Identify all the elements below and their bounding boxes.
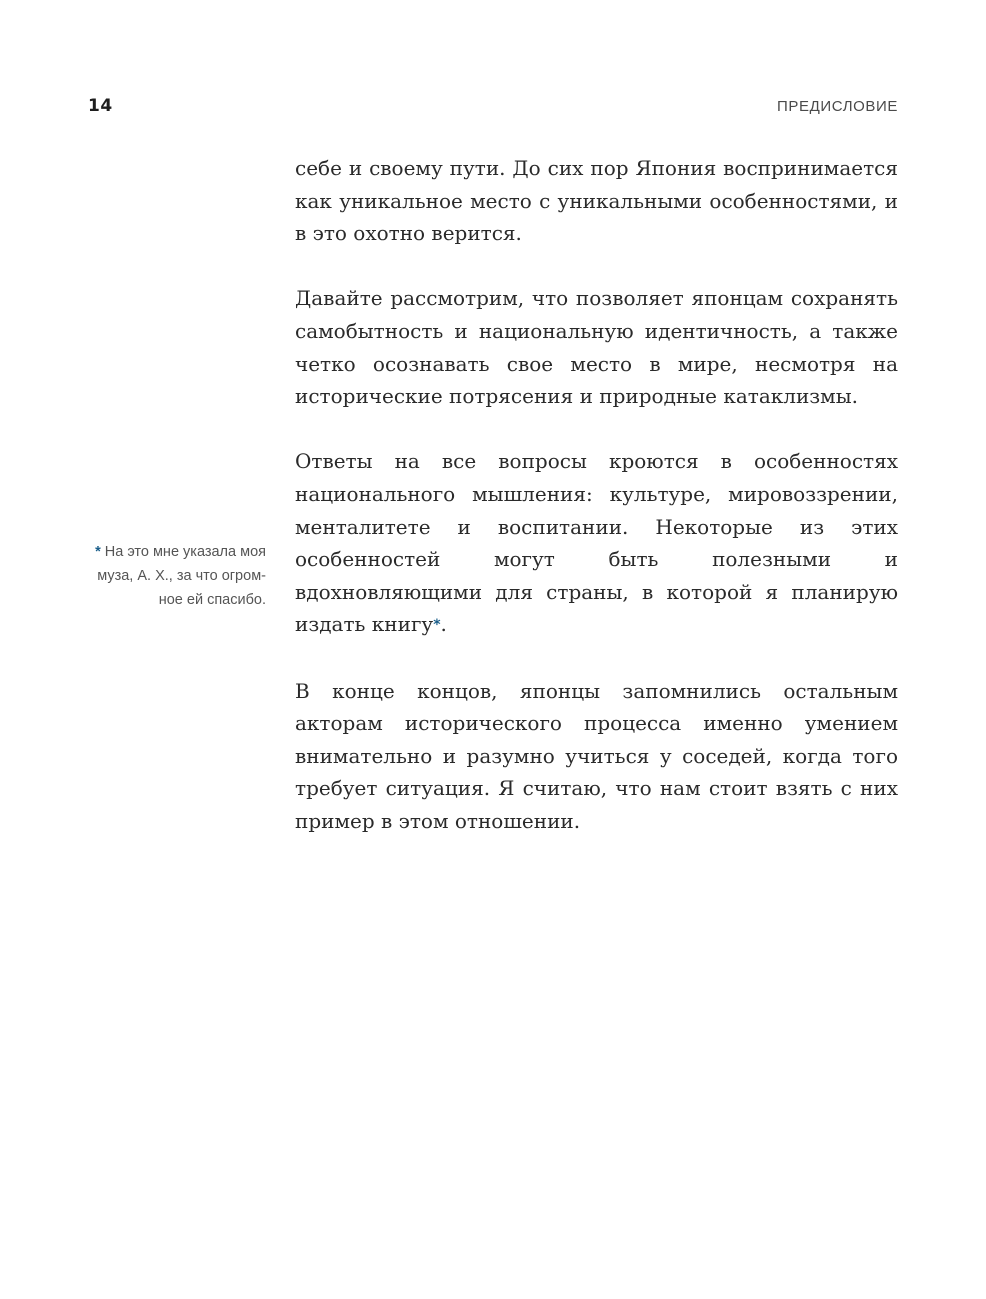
page-number: 14 [88, 96, 113, 116]
footnote-reference-mark: * [433, 617, 441, 634]
paragraph-3-end: . [440, 612, 447, 637]
running-header: ПРЕДИСЛОВИЕ [777, 98, 898, 115]
sidenote [60, 540, 266, 612]
sidenote-line-3: ное ей спасибо. [158, 592, 266, 608]
paragraph-2: Давайте рассмотрим, что позволяет японцам сохранять самобытность и национальную идентичность, а также четко осознавать свое место в мире, несмотря на исторические потрясения и природные катаклизмы. [295, 286, 898, 409]
footnote-asterisk: * [95, 544, 101, 560]
paragraph-1: себе и своему пути. До сих пор Япония воспринимается как уникальное место с уникальными особенностями, и в это охотно верится. [295, 156, 898, 246]
sidenote-line-2: муза, А. Х., за что огром- [97, 568, 266, 584]
paragraph-3-text: Ответы на все вопросы кроются в особенностях национального мышления: культуре, мировоззрении, менталитете и воспитании. Некоторые из этих особенностей могут быть полезными и вдохновляющими для страны, в которой я планирую издать книгу [295, 449, 898, 637]
paragraph-3 [295, 445, 898, 642]
body-text [295, 152, 898, 870]
paragraph-4: В конце концов, японцы запомнились остальным акторам исторического процесса именно умением внимательно и разумно учиться у соседей, когда того требует ситуация. Я считаю, что нам стоит взять с них пример в этом отношении. [295, 678, 898, 833]
sidenote-text-1: На это мне указала моя [104, 544, 266, 560]
sidenote-line-1 [60, 540, 266, 564]
